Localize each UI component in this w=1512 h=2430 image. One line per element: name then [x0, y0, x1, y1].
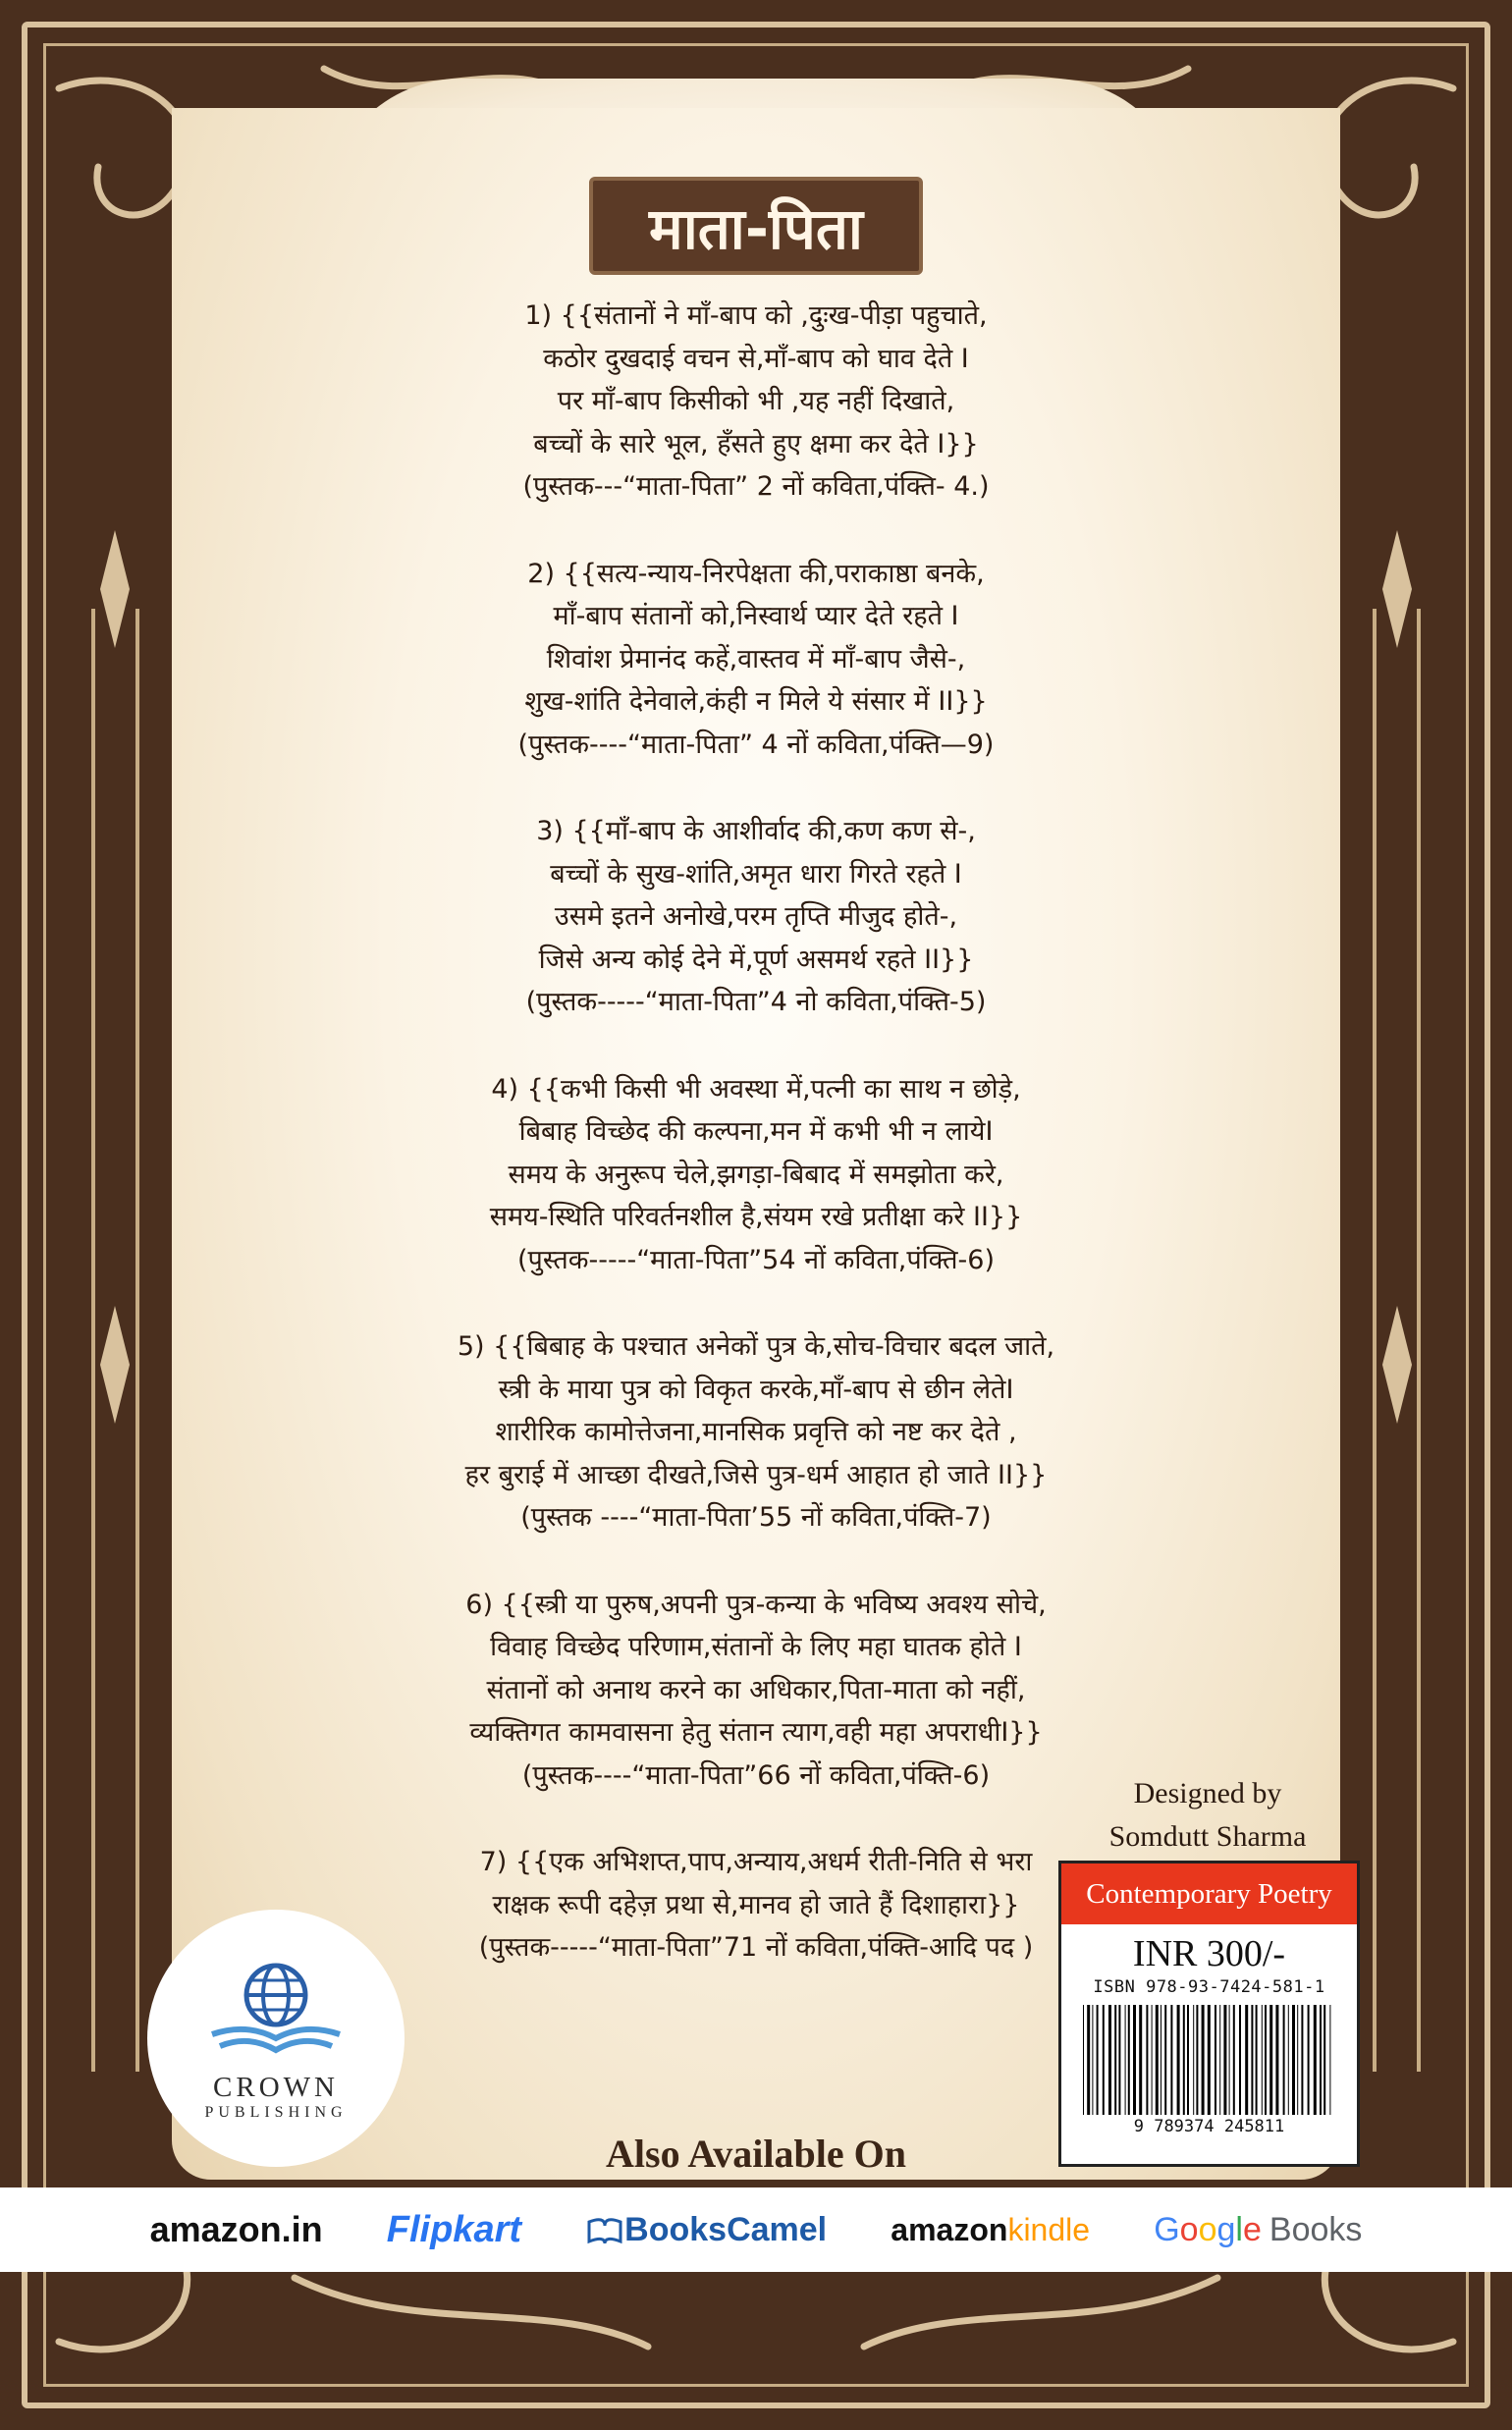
stanza-line: समय के अनुरूप चेले,झगड़ा-बिबाद में समझोता करे,: [508, 1159, 1004, 1190]
google-letter: o: [1198, 2210, 1217, 2248]
price-barcode-box: [1058, 1861, 1360, 2167]
barcode-bar: [1261, 2005, 1262, 2115]
stanza-line: 2) {{सत्य-न्याय-निरपेक्षता की,पराकाष्ठा बनके,: [527, 558, 985, 589]
also-available-heading: Also Available On: [606, 2132, 906, 2176]
bookscamel-text: BooksCamel: [624, 2210, 828, 2248]
stanza-line: व्यक्तिगत कामवासना हेतु संतान त्याग,वही महा अपराधीI}}: [469, 1717, 1043, 1748]
google-books-logo[interactable]: [1154, 2211, 1362, 2249]
barcode-bar: [1182, 2005, 1184, 2115]
publisher-name: CROWN: [213, 2071, 339, 2103]
barcode-bar: [1176, 2005, 1179, 2115]
stanza-line: विवाह विच्छेद परिणाम,संतानों के लिए महा घातक होते I: [490, 1632, 1022, 1662]
publisher-logo: [147, 1910, 405, 2167]
stanza-line: कठोर दुखदाई वचन से,माँ-बाप को घाव देते I: [543, 343, 969, 374]
stanza-5: [295, 1325, 1217, 1539]
stanza-3: [295, 810, 1217, 1024]
barcode-bar: [1255, 2005, 1257, 2115]
stanza-line: हर बुराई में आच्छा दीखते,जिसे पुत्र-धर्म आहात हो जाते II}}: [464, 1459, 1048, 1490]
stanza-line: 1) {{संतानों ने माँ-बाप को ,दुःख-पीड़ा पहुचाते,: [524, 300, 988, 331]
barcode-bar: [1083, 2005, 1084, 2115]
kindle-text: kindle: [1007, 2211, 1091, 2247]
barcode-bar: [1232, 2005, 1234, 2115]
stanza-line: शारीरिक कामोत्तेजना,मानसिक प्रवृत्ति को नष्ट कर देते ,: [495, 1417, 1017, 1447]
barcode-bar: [1292, 2005, 1295, 2115]
barcode-bar: [1207, 2005, 1210, 2115]
google-letter: o: [1179, 2210, 1199, 2248]
publisher-sub: PUBLISHING: [204, 2103, 348, 2121]
barcode-bar: [1269, 2005, 1272, 2115]
stanza-source: (पुस्तक ----“माता-पिता’55 नों कविता,पंक्ति-7): [520, 1502, 992, 1533]
google-letter: g: [1216, 2210, 1236, 2248]
amazon-in-logo[interactable]: [150, 2209, 323, 2250]
barcode-bar: [1297, 2005, 1298, 2115]
barcode-bar: [1146, 2005, 1148, 2115]
barcode-bar: [1196, 2005, 1198, 2115]
stanza-line: शिवांश प्रेमानंद कहें,वास्तव में माँ-बाप जैसे-,: [546, 643, 966, 675]
barcode-bar: [1108, 2005, 1111, 2115]
stanza-line: माँ-बाप संतानों को,निस्वार्थ प्यार देते रहते I: [553, 601, 959, 631]
stanza-line: 4) {{कभी किसी भी अवस्था में,पत्नी का साथ न छोड़े,: [491, 1073, 1021, 1105]
globe-book-icon: [202, 1956, 350, 2064]
barcode-bar: [1139, 2005, 1142, 2115]
store-logos-bar: [0, 2187, 1512, 2272]
stanza-line: बच्चों के सारे भूल, हँसते हुए क्षमा कर देते I}}: [533, 428, 979, 459]
barcode-bar: [1151, 2005, 1152, 2115]
kindle-amazon-text: amazon: [891, 2211, 1008, 2247]
book-icon: [585, 2212, 624, 2247]
stanza-line: संतानों को अनाथ करने का अधिकार,पिता-माता को नहीं,: [486, 1674, 1026, 1705]
barcode-bar: [1102, 2005, 1104, 2115]
stanza-line: जिसे अन्य कोई देने में,पूर्ण असमर्थ रहते II}}: [538, 944, 974, 975]
barcode-bar: [1301, 2005, 1303, 2115]
stanza-6: [295, 1584, 1217, 1798]
barcode-bar: [1323, 2005, 1325, 2115]
barcode-bar: [1133, 2005, 1136, 2115]
barcode-bar: [1307, 2005, 1309, 2115]
stanza-line: बिबाह विच्छेद की कल्पना,मन में कभी भी न लायेI: [518, 1116, 994, 1147]
stanza-line: 7) {{एक अभिशप्त,पाप,अन्याय,अधर्म रीती-निति से भरा: [479, 1847, 1033, 1877]
stanza-4: [295, 1068, 1217, 1282]
stanza-line: शुख-शांति देनेवाले,कंही न मिले ये संसार में II}}: [524, 686, 988, 717]
designer-credit: [1080, 1772, 1335, 1859]
barcode-bar: [1287, 2005, 1288, 2115]
stanza-line: समय-स्थिति परिवर्तनशील है,संयम रखे प्रतीक्षा करे II}}: [489, 1202, 1023, 1232]
barcode-bar: [1219, 2005, 1220, 2115]
barcode-bar: [1118, 2005, 1120, 2115]
barcode-bar: [1282, 2005, 1284, 2115]
flipkart-text: Flipkart: [386, 2208, 522, 2250]
stanza-1: [295, 295, 1217, 509]
barcode-bar: [1193, 2005, 1194, 2115]
stanza-source: (पुस्तक----“माता-पिता” 4 नों कविता,पंक्ति—9): [517, 729, 995, 760]
barcode-bar: [1201, 2005, 1204, 2115]
barcode-bar: [1313, 2005, 1316, 2115]
stanza-line: स्त्री के माया पुत्र को विकृत करके,माँ-बाप से छीन लेतेI: [498, 1374, 1014, 1405]
stanza-line: पर माँ-बाप किसीको भी ,यह नहीं दिखाते,: [557, 386, 955, 416]
isbn-label: ISBN 978-93-7424-581-1: [1093, 1977, 1325, 1997]
barcode-bar: [1187, 2005, 1189, 2115]
google-books-text: Books: [1269, 2210, 1363, 2248]
stanza-line: उसमे इतने अनोखे,परम तृप्ति मीजुद होते-,: [554, 901, 958, 932]
barcode-bar: [1155, 2005, 1158, 2115]
barcode-bar: [1215, 2005, 1216, 2115]
stanza-line: 5) {{बिबाह के पश्चात अनेकों पुत्र के,सोच-विचार बदल जाते,: [457, 1331, 1055, 1362]
google-letter: e: [1242, 2210, 1262, 2248]
barcode-bar: [1092, 2005, 1093, 2115]
stanza-line: राक्षक रूपी दहेज़ प्रथा से,मानव हो जाते हैं दिशाहारा}}: [492, 1889, 1020, 1920]
barcode-bar: [1239, 2005, 1241, 2115]
designer-label: Designed by: [1133, 1777, 1282, 1809]
stanza-line: 3) {{माँ-बाप के आशीर्वाद की,कण कण से-,: [536, 816, 976, 846]
barcode-bar: [1164, 2005, 1166, 2115]
barcode-bar: [1223, 2005, 1226, 2115]
barcode-number: 9 789374 245811: [1133, 2117, 1285, 2136]
barcode-bar: [1245, 2005, 1248, 2115]
stanza-source: (पुस्तक---“माता-पिता” 2 नों कविता,पंक्ति- 4.): [522, 471, 990, 502]
book-title: माता-पिता: [589, 177, 923, 275]
barcode-bar: [1127, 2005, 1129, 2115]
barcode-bar: [1170, 2005, 1172, 2115]
barcode-bar: [1320, 2005, 1322, 2115]
google-letter: l: [1235, 2210, 1243, 2248]
amazon-kindle-logo[interactable]: [891, 2212, 1090, 2248]
amazon-in-text: amazon.in: [149, 2209, 323, 2249]
stanza-2: [295, 553, 1217, 767]
barcode-bar: [1096, 2005, 1098, 2115]
barcode-bar: [1251, 2005, 1253, 2115]
bookscamel-logo[interactable]: [585, 2211, 827, 2249]
google-letter: G: [1154, 2210, 1180, 2248]
stanza-line: 6) {{स्त्री या पुरुष,अपनी पुत्र-कन्या के भविष्य अवश्य सोचे,: [465, 1589, 1047, 1620]
barcode-bar: [1124, 2005, 1125, 2115]
stanza-line: बच्चों के सुख-शांति,अमृत धारा गिरते रहते I: [550, 858, 962, 890]
stanza-source: (पुस्तक----“माता-पिता”66 नों कविता,पंक्ति-6): [521, 1759, 991, 1791]
barcode: [1077, 2001, 1342, 2119]
flipkart-logo[interactable]: [387, 2209, 521, 2251]
stanza-source: (पुस्तक-----“माता-पिता”71 नों कविता,पंक्ति-आदि पद ): [478, 1932, 1034, 1963]
stanza-source: (पुस्तक-----“माता-पिता”4 नो कविता,पंक्ति-5): [525, 987, 987, 1017]
barcode-bar: [1087, 2005, 1090, 2115]
barcode-bar: [1228, 2005, 1229, 2115]
barcode-bar: [1275, 2005, 1278, 2115]
barcode-bar: [1329, 2005, 1330, 2115]
poem-excerpts: [295, 295, 1217, 2014]
barcode-bar: [1114, 2005, 1116, 2115]
price-label: INR 300/-: [1132, 1933, 1286, 1974]
barcode-bar: [1265, 2005, 1267, 2115]
genre-label: Contemporary Poetry: [1061, 1863, 1357, 1924]
designer-name: Somdutt Sharma: [1108, 1820, 1307, 1853]
stanza-source: (पुस्तक-----“माता-पिता”54 नों कविता,पंक्ति-6): [516, 1244, 995, 1275]
